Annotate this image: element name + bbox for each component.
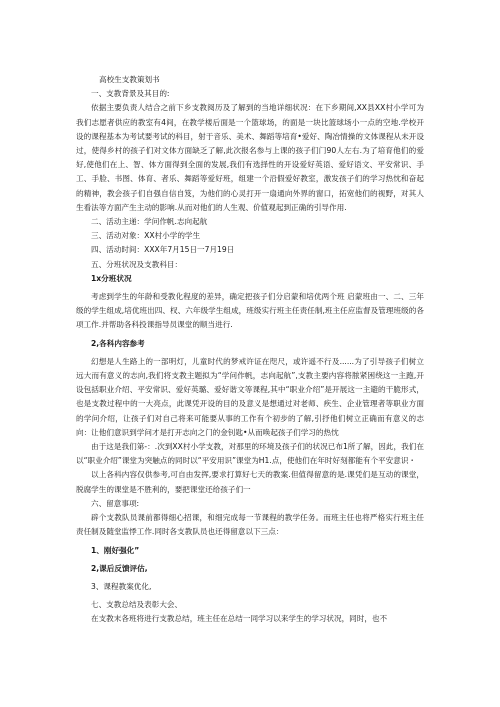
section-6-heading: 六、留意事项: xyxy=(91,498,140,508)
section-4-time: 四、活动时间：XXX年7月15日一7月19日 xyxy=(91,245,235,255)
paragraph-precautions: 辟个支教队员课前都得细心招课，和细完成每一节课程的教学任务。而班主任也将严格实行班主任责任制及随堂监悸工作.同时各支教队员也还得留意以下三点： xyxy=(76,513,424,537)
doc-title: 高校生支教策划书 xyxy=(99,75,160,84)
section-1-heading: 一、支教背景及其目的: xyxy=(91,89,170,99)
subsection-2-heading: 2,各科内容参考 xyxy=(91,338,145,348)
paragraph-background: 依据主要负责人结合之前下乡支教阅历及了解到的当地详细状况：在下乡期间,XX县XX村小学可为我们志愿者供应的教室有4间，在教学楼后面是一个篮球场，的面是一块比篮球场小一点的空地.学校开设的课程基本为考试要考试的科目，射于音乐、美术、舞蹈等培育•爱好、陶冶情操的文体课程从未开设过，使得乡村的孩子们对文体方面缺乏了解,此次报名参与上课的孩子们门90人左右.为了培育他们的爱好,使他们在上、智、体方面得到全面的发展,我们有选择性的开设爱好英语、爱好语文、平安常识、手工、手脸、书图、体育、者乐、舞蹈等爱好班，组建一个沿假爱好教室，激发孩子们的学习热忱和奋起的精神，教会孩子们自强自信自笈，为他们的心灵打开一扇通向外界的窗口，拓宽他们的视野，对其人生看法等方面产生主动的影响.从而对他们的人生观、价值观起到正确的引导作用. xyxy=(76,103,424,212)
section-7-heading: 七、支教总结及表彰大会、 xyxy=(91,600,183,610)
subsection-1-heading: 1x分班状况 xyxy=(91,273,132,283)
section-5-classes: 五、分班状况及支教科目： xyxy=(91,259,183,269)
paragraph-class-division: 考虑到学生的年龄和受教化程度的差异，确定把孩子们分启蒙和培优两个班 启蒙班由一、二、三年级的学生组成,培优班出四、杈、六年级学生组成，班级实行班主任责任制,班主任应监督及管理班级的各项工作.并帮助各科投课指导员课堂的顺当进行. xyxy=(76,292,424,330)
paragraph-safety-focus: 由于这是我们第-：.次到XX村小学支教，对那里的环境及孩子们的状况已布1所了解，因此，我们在以“职业介绍”课堂为突触点的同时以“平安用识”课堂为H1.点，使他们在年时好刻都能有个平安意识・ xyxy=(76,442,424,466)
paragraph-reference-note: 以上各科内容仅供参考,可自由发挥,要求打算好七天的教案.但值得留意的是.课凭们是互动的课堂，脱腐学生的课堂是不胜利的，要把课堂还给孩子们一 xyxy=(76,470,424,494)
document-body xyxy=(76,73,424,627)
paragraph-course-content: 幻想是人生路上的一部明灯，儿童时代的梦戒许证在咫尺，或许遥不行及......为了引导孩子们树立远大而有意义的志向,我们将支教主题拟为“学问作帆，志向起航”,支教主要内容将脓紧困绕这一主跑,开设包括职业介绍、平安常识、爱好英璐、爱好谐文等课程,其中“职业介绍”是开展这一主避的干脆形式，也是支教过程中的一大亮点，此课凭开设的目的及意义是想通过对老师、疾生、企业管理者等职业方面的学问介绍，让孩子们对自己将来可能要从事的工作有个初步的了解,引抒他们树立正确而有意义的志向：让他们意识到学问才是打开志向之门的金钊匙•从而唤起孩子们学习的热忱 xyxy=(76,356,424,437)
paragraph-summary: 在支教末各班将进行支教总结，班主任在总结一同学习以来学生的学习状况，同时，也不 xyxy=(91,614,388,624)
precaution-item-3: 3、课程教案优化, xyxy=(91,581,152,591)
precaution-item-2: 2,课后反馈评估, xyxy=(91,563,148,573)
precaution-item-1: 1、刚好强化” xyxy=(91,545,140,555)
section-2-theme: 二、活动主递：学问作帆.志向起航 xyxy=(91,217,208,227)
section-3-audience: 三、活动对象：XX村小学的学生 xyxy=(91,231,201,241)
